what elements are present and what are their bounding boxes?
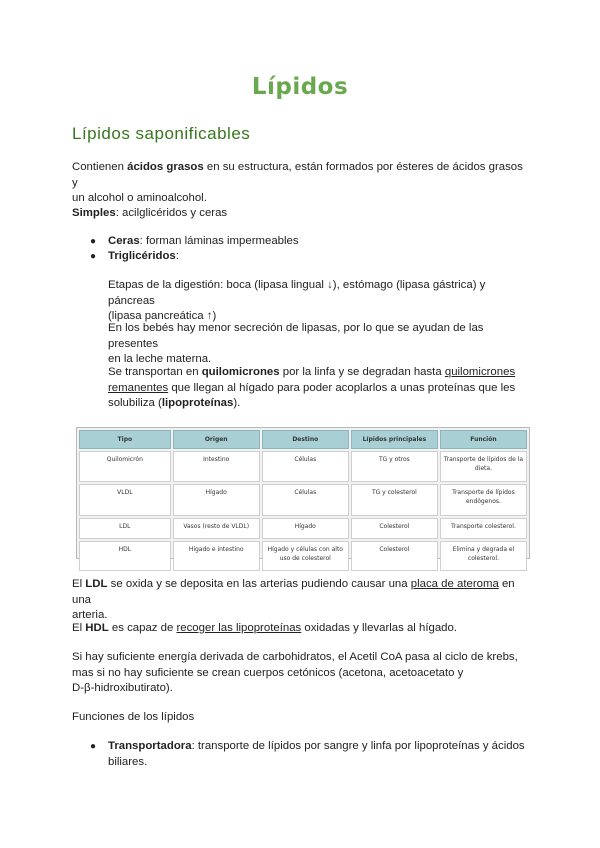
trigliceridos-text: : bbox=[175, 250, 179, 262]
table-row bbox=[79, 541, 527, 571]
table-header: Tipo bbox=[79, 430, 171, 449]
lipoproteinas-bold: lipoproteínas bbox=[161, 397, 234, 409]
quilomicrones-bold: quilomicrones bbox=[201, 366, 280, 378]
bullet-trigliceridos bbox=[108, 249, 528, 265]
lipoprotein-table bbox=[76, 427, 530, 562]
trigliceridos-bold: Triglicéridos bbox=[108, 250, 176, 262]
table-cell: VLDL bbox=[79, 484, 171, 516]
bebes-line-1: En los bebés hay menor secreción de lipasas, por lo que se ayudan de las presentes bbox=[108, 322, 484, 350]
table-cell: Transporte colesterol. bbox=[440, 518, 527, 539]
energia-paragraph bbox=[72, 650, 530, 697]
quilomicrones-link: quilomicrones bbox=[444, 366, 516, 378]
ceras-text: : forman láminas impermeables bbox=[139, 235, 299, 247]
table-cell: Intestino bbox=[173, 451, 260, 482]
table-cell: Colesterol bbox=[351, 541, 438, 571]
placa-ateroma-link: placa de ateroma bbox=[410, 578, 499, 590]
ldl-text-4: arteria. bbox=[72, 609, 108, 621]
table-cell: TG y otros bbox=[351, 451, 438, 482]
simples-bold: Simples bbox=[72, 207, 116, 219]
table-cell: Hígado bbox=[173, 484, 260, 516]
table-cell: Elimina y degrada el colesterol. bbox=[440, 541, 527, 571]
hdl-bold: HDL bbox=[85, 622, 109, 634]
table-cell: Hígado e intestino bbox=[173, 541, 260, 571]
energia-line-2: mas si no hay suficiente se crean cuerpos cetónicos (acetona, acetoacetato y bbox=[72, 666, 464, 679]
table-cell: LDL bbox=[79, 518, 171, 539]
ldl-text-1: El bbox=[72, 578, 86, 590]
table-row bbox=[79, 518, 527, 539]
transporte-paragraph bbox=[108, 365, 528, 412]
bebes-line-2: en la leche materna. bbox=[108, 353, 212, 365]
intro-bold: ácidos grasos bbox=[127, 161, 204, 173]
table-header: Origen bbox=[173, 430, 260, 449]
simples-paragraph bbox=[72, 206, 530, 222]
intro-text-3: un alcohol o aminoalcohol. bbox=[72, 192, 207, 204]
transporte-text-4: solubiliza ( bbox=[108, 397, 162, 409]
table-cell: Vasos (resto de VLDL) bbox=[173, 518, 260, 539]
simples-text: : acilglicéridos y ceras bbox=[115, 207, 228, 219]
table-cell: TG y colesterol bbox=[351, 484, 438, 516]
remanentes-link: remanentes bbox=[108, 381, 169, 394]
recoger-link: recoger las lipoproteínas bbox=[176, 622, 302, 634]
table-cell: Transporte de lípidos endógenos. bbox=[440, 484, 527, 516]
intro-text-1: Contienen bbox=[72, 161, 128, 173]
bebes-paragraph bbox=[108, 321, 528, 368]
table-row bbox=[79, 484, 527, 516]
ldl-paragraph bbox=[72, 577, 530, 624]
transportadora-text-2: biliares. bbox=[108, 755, 148, 768]
transporte-text-3: que llegan al hígado para poder acoplarlos a unas proteínas que les bbox=[168, 381, 516, 394]
table-header: Lípidos principales bbox=[351, 430, 438, 449]
transporte-text-1: Se transportan en bbox=[108, 366, 202, 378]
table-cell: HDL bbox=[79, 541, 171, 571]
ldl-text-2: se oxida y se deposita en las arterias pudiendo causar una bbox=[107, 578, 411, 590]
digestion-line-1: Etapas de la digestión: boca (lipasa lingual ↓), estómago (lipasa gástrica) y páncreas bbox=[108, 279, 486, 307]
table-cell: Colesterol bbox=[351, 518, 438, 539]
table-header: Destino bbox=[262, 430, 349, 449]
section-heading: Lípidos saponificables bbox=[72, 124, 251, 143]
transportadora-text-1: : transporte de lípidos por sangre y linfa por lipoproteínas y ácidos bbox=[191, 740, 525, 752]
digestion-line-2: (lipasa pancreática ↑) bbox=[108, 310, 217, 322]
bullet-icon: ● bbox=[90, 741, 97, 752]
transportadora-paragraph bbox=[108, 739, 528, 770]
table-cell: Quilomicrón bbox=[79, 451, 171, 482]
table-cell: Hígado y células con alto uso de colesterol bbox=[262, 541, 349, 571]
ldl-text-3: en una bbox=[72, 578, 515, 606]
ldl-bold: LDL bbox=[85, 578, 108, 590]
hdl-text-3: oxidadas y llevarlas al hígado. bbox=[301, 622, 457, 634]
digestion-paragraph bbox=[108, 278, 528, 325]
page-title: Lípidos bbox=[251, 74, 349, 100]
hdl-text-2: es capaz de bbox=[108, 622, 177, 634]
energia-line-1: Si hay suficiente energía derivada de carbohidratos, el Acetil CoA pasa al ciclo de krebs, bbox=[72, 651, 518, 663]
bullet-icon: ● bbox=[90, 236, 97, 247]
intro-text-2: en su estructura, están formados por ésteres de ácidos grasos y bbox=[72, 161, 523, 189]
table-cell: Células bbox=[262, 484, 349, 516]
hdl-text-1: El bbox=[72, 622, 86, 634]
funciones-heading: Funciones de los lípidos bbox=[72, 711, 195, 723]
table-row bbox=[79, 451, 527, 482]
bullet-ceras bbox=[108, 234, 528, 250]
table-header: Función bbox=[440, 430, 527, 449]
table-cell: Transporte de lípidos de la dieta. bbox=[440, 451, 527, 482]
transporte-text-2: por la linfa y se degradan hasta bbox=[279, 366, 445, 378]
transportadora-bold: Transportadora bbox=[108, 740, 192, 752]
intro-paragraph bbox=[72, 160, 530, 207]
energia-line-3: D-β-hidroxibutirato). bbox=[72, 682, 173, 694]
ceras-bold: Ceras bbox=[108, 235, 140, 247]
hdl-paragraph bbox=[72, 621, 530, 637]
table-cell: Hígado bbox=[262, 518, 349, 539]
table-cell: Células bbox=[262, 451, 349, 482]
transporte-text-5: ). bbox=[233, 397, 241, 409]
bullet-icon: ● bbox=[90, 251, 97, 262]
